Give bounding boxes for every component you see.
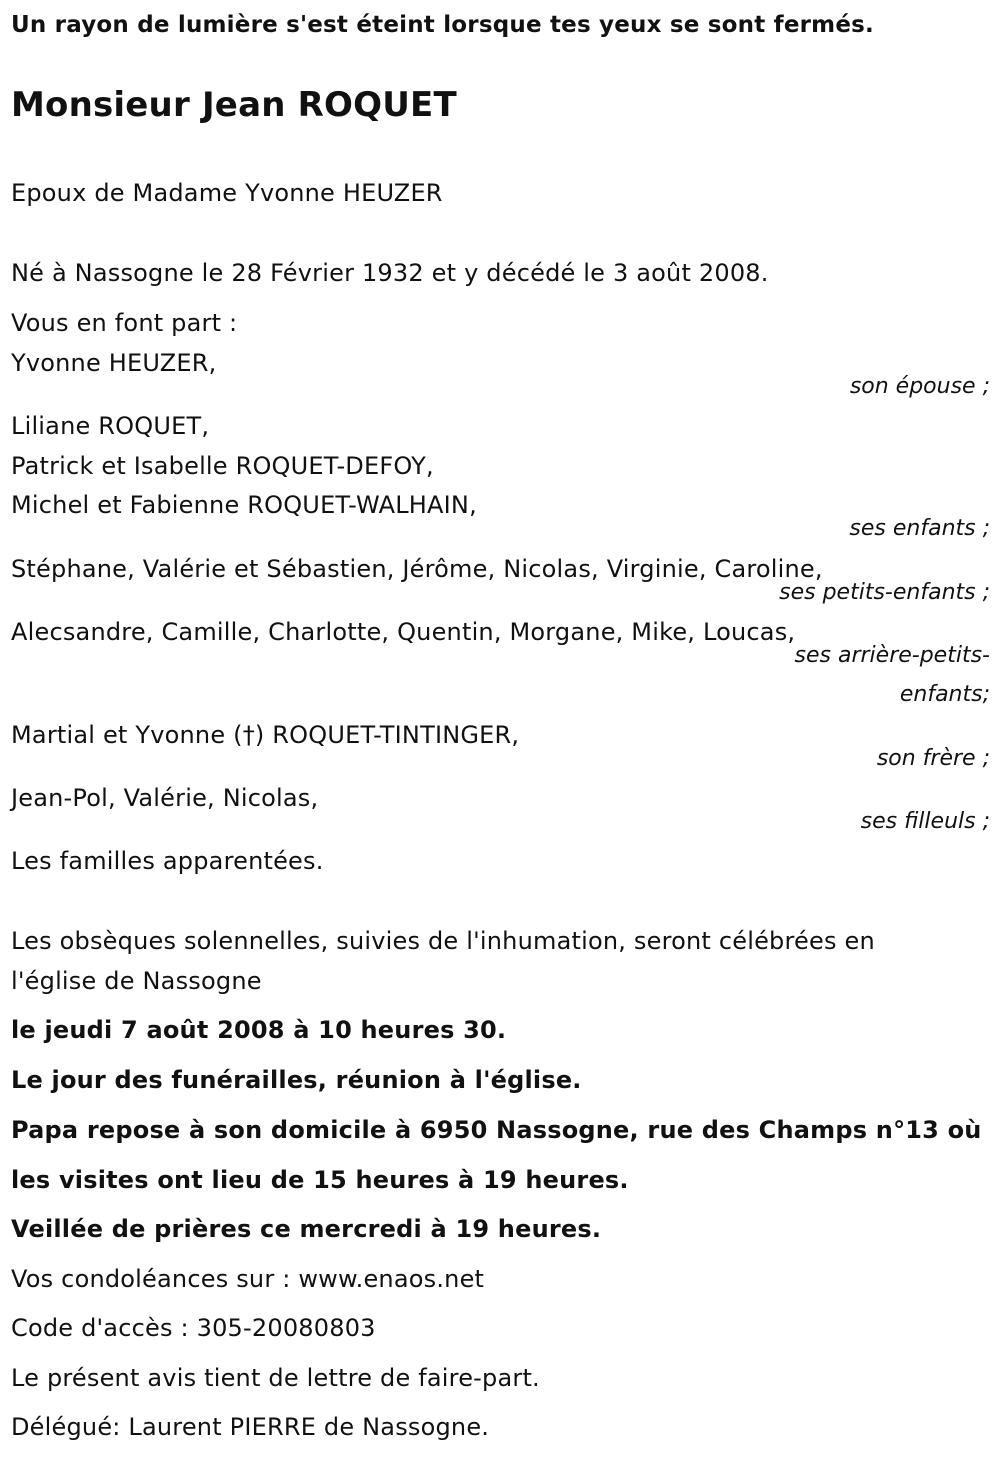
ceremony-line-1: Les obsèques solennelles, suivies de l'inhumation, seront célébrées en — [11, 927, 875, 955]
rest-line-1: Papa repose à son domicile à 6950 Nassogne, rue des Champs n°13 où — [11, 1116, 982, 1144]
child-1: Liliane ROQUET, — [11, 412, 210, 440]
godchildren: Jean-Pol, Valérie, Nicolas, — [11, 784, 319, 812]
grandchildren: Stéphane, Valérie et Sébastien, Jérôme, Nicolas, Virginie, Caroline, — [11, 555, 823, 583]
announcers-intro: Vous en font part : — [11, 309, 238, 337]
ceremony-line-2: l'église de Nassogne — [11, 967, 262, 995]
birth-death-line: Né à Nassogne le 28 Février 1932 et y décédé le 3 août 2008. — [11, 259, 769, 287]
delegate-line: Délégué: Laurent PIERRE de Nassogne. — [11, 1413, 490, 1441]
vigil-line: Veillée de prières ce mercredi à 19 heures. — [11, 1215, 602, 1243]
ceremony-date: le jeudi 7 août 2008 à 10 heures 30. — [11, 1016, 507, 1044]
related-families: Les familles apparentées. — [11, 847, 324, 875]
great-grandchildren-relation-1: ses arrière-petits- — [794, 643, 990, 668]
spouse-name: Yvonne HEUZER, — [11, 349, 217, 377]
children-relation: ses enfants ; — [849, 516, 990, 541]
great-grandchildren-relation-2: enfants; — [899, 682, 990, 707]
epitaph: Un rayon de lumière s'est éteint lorsque tes yeux se sont fermés. — [11, 12, 874, 38]
access-code-line: Code d'accès : 305-20080803 — [11, 1314, 376, 1342]
rest-line-2: les visites ont lieu de 15 heures à 19 heures. — [11, 1166, 629, 1194]
spouse-line: Epoux de Madame Yvonne HEUZER — [11, 179, 443, 207]
godchildren-relation: ses filleuls ; — [860, 809, 990, 834]
great-grandchildren: Alecsandre, Camille, Charlotte, Quentin, Morgane, Mike, Loucas, — [11, 618, 796, 646]
brother: Martial et Yvonne (†) ROQUET-TINTINGER, — [11, 721, 520, 749]
child-3: Michel et Fabienne ROQUET-WALHAIN, — [11, 491, 477, 519]
spouse-relation: son épouse ; — [849, 374, 990, 399]
notice-line: Le présent avis tient de lettre de faire-part. — [11, 1364, 540, 1392]
condolences-line: Vos condoléances sur : www.enaos.net — [11, 1265, 485, 1293]
brother-relation: son frère ; — [876, 746, 990, 771]
ceremony-meeting: Le jour des funérailles, réunion à l'église. — [11, 1066, 582, 1094]
child-2: Patrick et Isabelle ROQUET-DEFOY, — [11, 452, 434, 480]
grandchildren-relation: ses petits-enfants ; — [779, 580, 990, 605]
page-title: Monsieur Jean ROQUET — [11, 85, 457, 125]
